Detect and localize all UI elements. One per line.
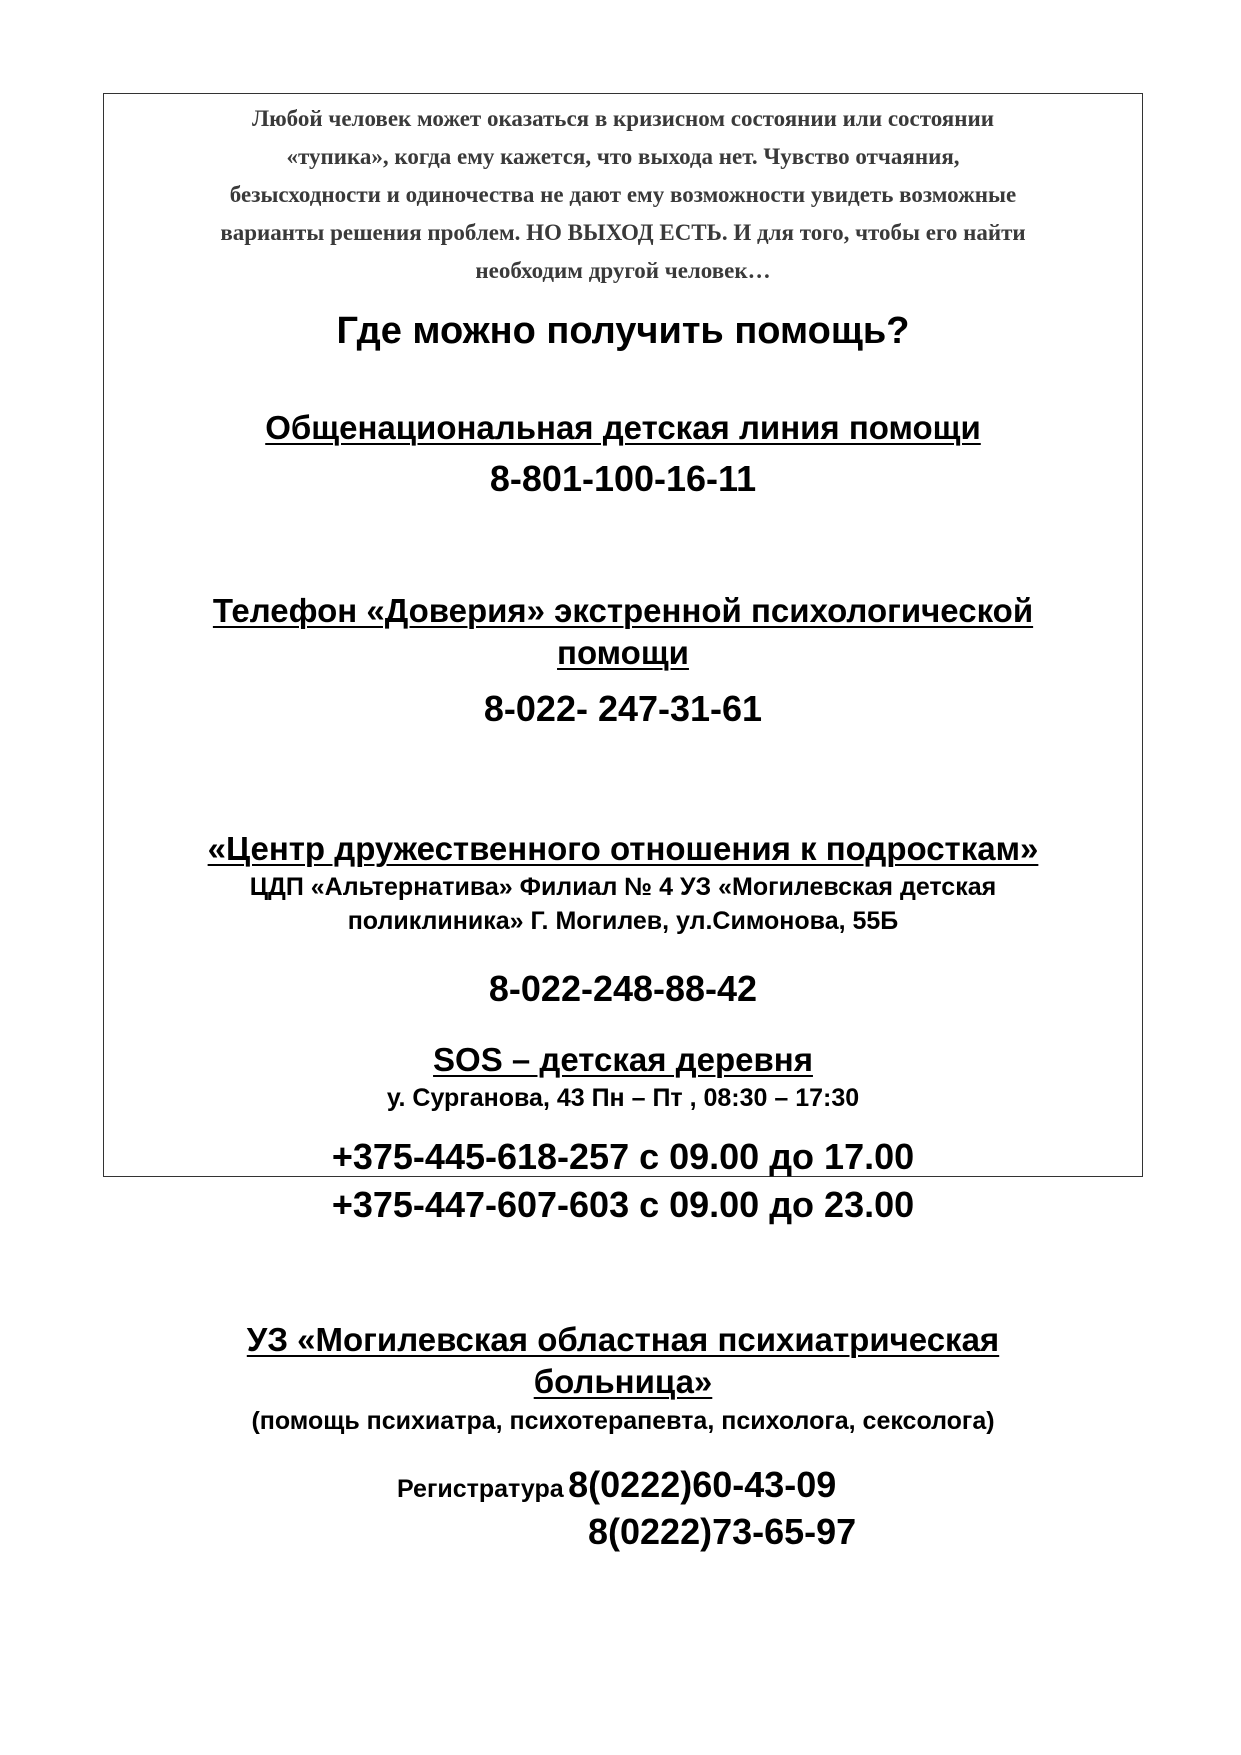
registry-phone2: 8(0222)73-65-97 bbox=[588, 1511, 857, 1552]
trust-phone-number: 8-022- 247-31-61 bbox=[483, 688, 763, 729]
sos-village-title: SOS – детская деревня bbox=[433, 1041, 813, 1078]
page-title: Где можно получить помощь? bbox=[336, 310, 910, 352]
intro-line: необходим другой человек… bbox=[475, 258, 771, 283]
trust-phone-title-line2: помощи bbox=[557, 634, 689, 671]
hospital-title-line1: УЗ «Могилевская областная психиатрическая bbox=[246, 1321, 1000, 1358]
youth-center-title: «Центр дружественного отношения к подросткам» bbox=[207, 830, 1039, 867]
intro-line: безысходности и одиночества не дают ему возможности увидеть возможные bbox=[229, 182, 1017, 207]
intro-line: варианты решения проблем. НО ВЫХОД ЕСТЬ. И для того, чтобы его найти bbox=[220, 220, 1026, 245]
hospital-title-line2: больница» bbox=[533, 1363, 713, 1400]
youth-center-details-line1: ЦДП «Альтернатива» Филиал № 4 УЗ «Могилевская детская bbox=[249, 873, 997, 901]
sos-village-address: у. Сурганова, 43 Пн – Пт , 08:30 – 17:30 bbox=[386, 1084, 860, 1112]
trust-phone-title-line1: Телефон «Доверия» экстренной психологической bbox=[212, 592, 1034, 629]
intro-line: «тупика», когда ему кажется, что выхода нет. Чувство отчаяния, bbox=[286, 144, 960, 169]
hotline-phone: 8-801-100-16-11 bbox=[489, 458, 757, 499]
registry-label: Регистратура bbox=[397, 1475, 564, 1503]
hospital-services: (помощь психиатра, психотерапевта, психолога, сексолога) bbox=[251, 1407, 995, 1435]
info-poster bbox=[103, 93, 1143, 1552]
youth-center-phone: 8-022-248-88-42 bbox=[488, 968, 758, 1009]
registry-phone1: 8(0222)60-43-09 bbox=[568, 1464, 837, 1505]
youth-center-details-line2: поликлиника» Г. Могилев, ул.Симонова, 55Б bbox=[347, 907, 899, 935]
hotline-title: Общенациональная детская линия помощи bbox=[265, 409, 981, 446]
sos-village-phone1: +375-445-618-257 с 09.00 до 17.00 bbox=[331, 1136, 915, 1177]
registry-row bbox=[397, 1464, 836, 1506]
intro-line: Любой человек может оказаться в кризисном состоянии или состоянии bbox=[251, 106, 995, 131]
intro-paragraph bbox=[104, 100, 1142, 290]
sos-village-phone2: +375-447-607-603 с 09.00 до 23.00 bbox=[331, 1184, 915, 1225]
